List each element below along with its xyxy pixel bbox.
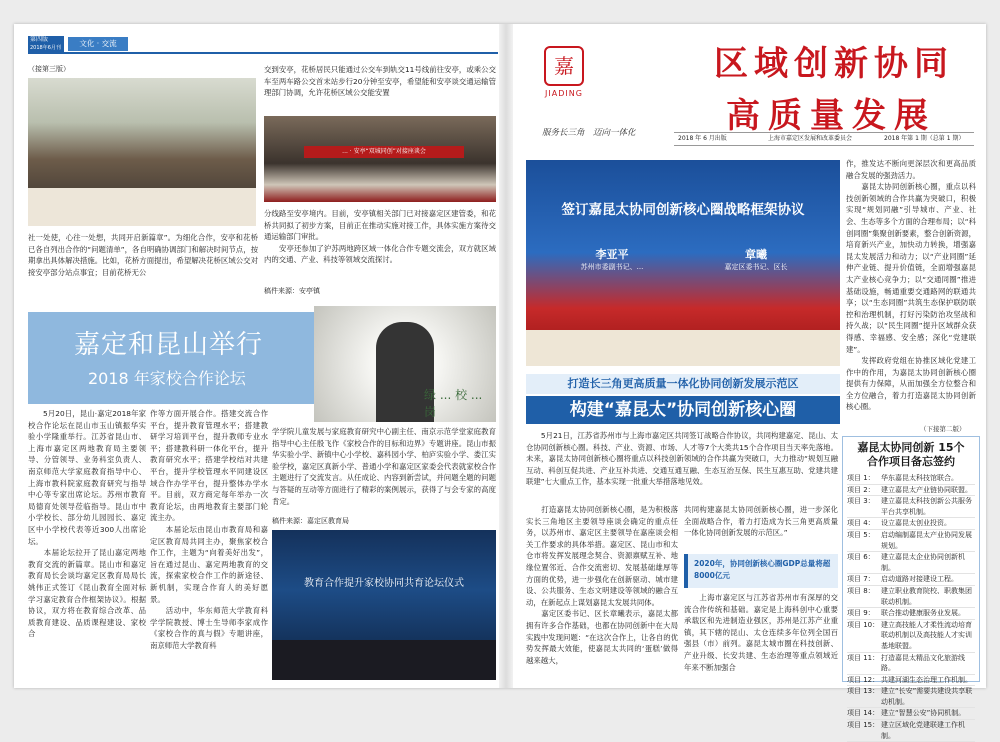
forum-stage-photo [272, 530, 496, 680]
middle-text: 分线路至安亭境内。目前，安亭镇相关部门已对接嘉定区建管委，和花桥共同拟了初步方案，目前正在推动实施对接工作，具体实施方案待交通运输部门审批。 安亭还参加了沪苏两地跨区域一体化合作专题交流会，双方就区域内的交通、产业、科技等领域交流探讨。 [264, 209, 496, 265]
article-col2-bottom: 上海市嘉定区与江苏省苏州市有深厚的交流合作传统和基础。嘉定是上海科创中心重要承载区和先进制造业强区，苏州是江苏产业重镇，其下辖的昆山、太仓连续多年位列全国百强县（市）前列。嘉昆太城市圈在科技创新、产业升级、长安共建、生态治理等重点领域近年来不断加强合 [684, 593, 838, 672]
speaker-photo-banner: 绿 ... 校 ... 岗 [424, 388, 483, 419]
masthead-slogan: 服务长三角 迈向一体化 [542, 128, 636, 138]
memo-item-text: 建立“长安”需要共建设共享联动机制。 [881, 687, 973, 706]
memo-item-number: 项目 6： [847, 553, 875, 562]
memo-item [847, 675, 975, 687]
meeting-photo [28, 78, 256, 226]
article-headline: 构建“嘉昆太”协同创新核心圈 [526, 396, 840, 424]
memo-item-text: 建立高技能人才柔性流动培育联动机制以及高技能人才实训基地联盟。 [881, 620, 972, 650]
newspaper-spread [14, 24, 986, 740]
memo-item-text: 建立区域化党建联建工作机制。 [881, 721, 965, 740]
publisher: 上海市嘉定区发展和改革委员会 [768, 135, 853, 142]
memo-item-text: 建立嘉昆太科技创新公共服务平台共享机制。 [881, 497, 972, 516]
memo-item [847, 518, 975, 530]
memo-title-line2: 合作项目备忘签约 [867, 455, 955, 468]
memo-item-number: 项目 14： [847, 709, 880, 718]
issue-number: 2018 年第 1 期（总第 1 期） [884, 135, 965, 142]
memo-item-number: 项目 7： [847, 575, 875, 584]
memo-item-text: 建立嘉昆太企业协同创新机制。 [881, 553, 965, 572]
memo-item-text: 启动道路对接建设工程。 [881, 575, 958, 584]
memo-item-number: 项目 4： [847, 519, 875, 528]
speaker-photo [314, 306, 496, 422]
signer-right-role: 嘉定区委书记、区长 [724, 263, 788, 271]
stage-banner: 教育合作提升家校协同共育论坛仪式 [304, 578, 464, 589]
section-tag [28, 36, 64, 52]
memo-item [847, 473, 975, 485]
memo-item-text: 打造嘉昆太精品文化旅游线路。 [881, 653, 965, 673]
header-date: 2018年6月刊 [30, 45, 61, 51]
seminar-photo [264, 116, 496, 202]
masthead-title-line1: 区域创新协同 [714, 44, 954, 84]
seal-icon: 嘉 [544, 46, 584, 86]
article-col1: 打造嘉昆太协同创新核心圈，是为积极落实长三角地区主要领导座谈会确定的重点任务，以苏州市、嘉定区主要领导在嘉座谈会相关工作要求的具体举措。嘉定区、昆山市和太仓市将发挥发展理念契合、资源禀赋互补、地缘位置邻近、合作交流密切、发展基础雄厚等方面的优势，进一步强化在创新驱动、城市建设、公共服务、生态文明建设等领域的融合互动，在新起点上谋划嘉昆太发展共同体。 嘉定区委书记、区长章曦表示，嘉昆太都拥有许多合作基础，也都在协同创新中在大局实践中发现问题：“在这次合作上，让各自的优势发挥最大效能，使嘉昆太共同的‘蛋糕’做得越来越大， [526, 505, 678, 665]
memo-item [847, 552, 975, 574]
nameplate-left [560, 246, 664, 272]
stat-callout [684, 554, 838, 588]
memo-item [847, 608, 975, 620]
memo-item-number: 项目 15： [847, 721, 880, 730]
forum-headline-box [28, 312, 338, 404]
lead-paragraph: 5月21日，江苏省苏州市与上海市嘉定区共同签订战略合作协议，共同构建嘉定、昆山、太仓协同创新核心圈。科技、产业、资源、市场、人才等7个大类共15个合作项目当天率先落地。未来，嘉昆太协同创新核心圈将重点以科技创新领域的合作共赢为突破口，大力推动“规划互融互动、科创互促共进、产业互补共进、交通互通互融、生态互治互保、民生互惠互助、党建共建联建”七大重点工作，基本实现一批重大举措落地见效。 [526, 431, 838, 487]
forum-col3: 学学院儿童发展与家庭教育研究中心副主任、南京示范学堂家庭教育指导中心主任殷飞作《家校合作的目标和边界》专题讲座。昆山市振华实验小学、新镇中心小学校、嘉科园小学、柏庐实验小学、娄江实验学校，嘉定区真新小学、普通小学和嘉定区家委会代表就家校合作主题进行了交流发言。从任成论、内容到新尝试，并问题全题的问题与答疑的互动等方面进行了精彩的案例展示，获得了与会专家的高度肯定。 [272, 427, 496, 506]
memo-title-line1: 嘉昆太协同创新 15个 [857, 441, 965, 454]
memo-item [847, 530, 975, 552]
signing-banner: 签订嘉昆太协同创新核心圈战略框架协议 [561, 202, 805, 218]
memo-item-text: 共建河湖生态治理工作机制。 [881, 675, 972, 684]
memo-item [847, 586, 975, 608]
masthead-title-line2: 高质量发展 [726, 96, 936, 136]
memo-item-number: 项目 1： [847, 474, 875, 482]
byline-education: 稿件来源：嘉定区教育局 [272, 517, 349, 525]
memo-item [847, 708, 975, 720]
left-page-header [28, 36, 498, 54]
forum-title: 嘉定和昆山举行 [74, 330, 264, 360]
logo [522, 40, 606, 120]
memo-item [847, 485, 975, 497]
article-subheadline: 打造长三角更高质量一体化协同创新发展示范区 [526, 374, 840, 394]
memo-item-number: 项目 13： [847, 687, 880, 696]
memo-item [847, 620, 975, 653]
article-col2: 共同构建嘉昆太协同创新核心圈，进一步深化全面战略合作，着力打造成为长三角更高质量一体化协同创新发展的示范区。” [684, 505, 838, 538]
signing-table [526, 330, 840, 366]
section-tag-label: 第四版 [30, 36, 49, 43]
page-fold [499, 24, 513, 688]
issue-date: 2018 年 6 月出版 [678, 135, 727, 142]
memo-item-text: 建立“智慧公安”协同机制。 [881, 709, 966, 718]
memo-item [847, 653, 975, 675]
memo-item-number: 项目 2： [847, 485, 875, 494]
memo-item [847, 574, 975, 586]
memo-item-number: 项目 3： [847, 497, 875, 506]
seminar-banner-sign: ... · 安亭“双城同创”对接座谈会 [304, 146, 464, 158]
section-name: 文化 · 交流 [68, 37, 128, 51]
upper-caption: 社一处使，心往一处想，共同开启新篇章”。为细化合作，安亭和花桥已各自列出合作的“问题清单”，各自明确协调部门和解决时间节点，按期拿出具体解决措施。比如，花桥方面提出，希望解决花桥区域公交对接安亭部分站点事宜；目前花桥无公 [28, 233, 258, 277]
signer-left-role: 苏州市委副书记、... [580, 263, 644, 271]
memo-item-number: 项目 10： [847, 620, 880, 629]
memo-item-text: 华东嘉昆太科技馆联合。 [881, 474, 958, 482]
signer-right-name: 章曦 [745, 248, 767, 261]
memo-item-text: 启动编制嘉昆太产业协同发展规划。 [881, 530, 972, 550]
memo-item [847, 496, 975, 518]
logo-text: JIADING [545, 89, 583, 98]
memo-item-text: 设立嘉昆太创业投资。 [881, 519, 951, 528]
upper-col2-text: 交到安亭，花桥居民只能通过公交车到轨交11号线前往安亭，或乘公交车至两车路公交首末站步行20分钟至安亭，希望能和安亭谈交通运输管理部门协调，允许花桥区域公交能安置 [264, 65, 496, 98]
forum-subtitle: 2018 年家校合作论坛 [88, 369, 246, 388]
memo-item-text: 建立职业教育院校、职教集团联动机制。 [881, 586, 972, 606]
forum-col1: 5月20日，昆山·嘉定2018年家校合作论坛在昆山市玉山镇振华实验小学隆重举行。江苏省昆山市、上海市嘉定区两地教育局主要领导、分管领导、业务科室负责人、南京师范大学家庭教育指导中心、上海市教科院家庭教育研究与指导中心等专家出席论坛。苏州市教育局德育处领导莅临指导。昆山市中小学校长、部分幼儿园园长、嘉定区中小学校代表等近300人出席论坛。 本届论坛拉开了昆山嘉定两地教育交流的新篇章。昆山市和嘉定教育局长会谈均嘉定区教育局局长姚伟正式签订《昆山教育全面对标学习嘉定教育合作框架协议》。根据协议，双方将在教育综合改革、品质教育建设、品质课程建设、家校合 [28, 409, 146, 639]
memo-item-number: 项目 11： [847, 653, 880, 662]
forum-col2: 作等方面开展合作。搭建交流合作平台，提升教育管理水平；搭建教研学习培训平台，提升教师专业水平；搭建教科研一体化平台，提升教育研究水平；搭建学校结对共建平台，提升学校管理水平同建设区域合作办学平台，提升整体办学水平。目前，双方商定每年举办一次教育论坛，由两地教育主要部门轮流主办。 本届论坛由昆山市教育局和嘉定区教育局共同主办，聚焦家校合作工作，主题为“向着美好出发”，旨在通过昆山、嘉定两地教育的交流，探索家校合作工作的新途径、新机制，实现合作育人的美好愿景。 活动中，华东师范大学教育科学学院教授、博士生导师李家成作《家校合作的真与假》专题讲座，南京师范大学教育科 [150, 409, 268, 650]
memo-item [847, 720, 975, 742]
signer-left-name: 李亚平 [595, 248, 629, 261]
signing-photo [526, 160, 840, 366]
nameplate-right [698, 246, 814, 272]
stat-text: 2020年，协同创新核心圈GDP总量将超8000亿元 [694, 559, 831, 580]
memo-item-number: 项目 9： [847, 609, 875, 618]
byline-anting: 稿件来源：安亭镇 [264, 287, 320, 295]
memo-item [847, 686, 975, 708]
audience [272, 640, 496, 680]
meeting-table [28, 188, 256, 226]
memo-item-number: 项目 8： [847, 586, 875, 595]
memo-item-text: 建立嘉昆太产业链协同联盟。 [881, 485, 972, 494]
memo-item-number: 项目 12： [847, 675, 880, 684]
continued-next: （下接第二版） [920, 425, 966, 433]
memo-item-number: 项目 5： [847, 530, 875, 539]
article-col3: 作，推发达不断向更深层次和更高品质融合发展的强劲活力。 嘉昆太协同创新核心圈，重点以科技创新领域的合作共赢为突破口，积极实现“规划同融”引导城市、产业、社会、生态等多个方面的合理布局；以“科创同圈”集聚创新要素，整合创新资源，培育新兴产业，加快动力转换，增强嘉昆太发展活力和动力；以“产业同圈”延伸产业链、提升价值链，全面增强嘉昆太产业核心竞争力；以“交通同圈”推进基础设施，畅通重要交通路网的联通共享；以“生态同圈”共筑生态保护联防联控和治理机制，打好污染防治攻坚战和持久战；以“民生同圈”提升区域群众获得感、幸福感、安全感；深化“党建联建”。 发挥政府党组在协推区域化党建工作中的作用，为嘉昆太协同创新核心圈提供有力保障，从而加强全方位整合和全方位融合，着力打造嘉昆太协同创新核心圈。 [846, 159, 976, 412]
memo-box [842, 436, 980, 740]
memo-item-text: 联合推动健康服务业发展。 [881, 609, 965, 618]
continued-note: （接第三版） [28, 65, 70, 73]
masthead-info-bar [674, 132, 974, 146]
